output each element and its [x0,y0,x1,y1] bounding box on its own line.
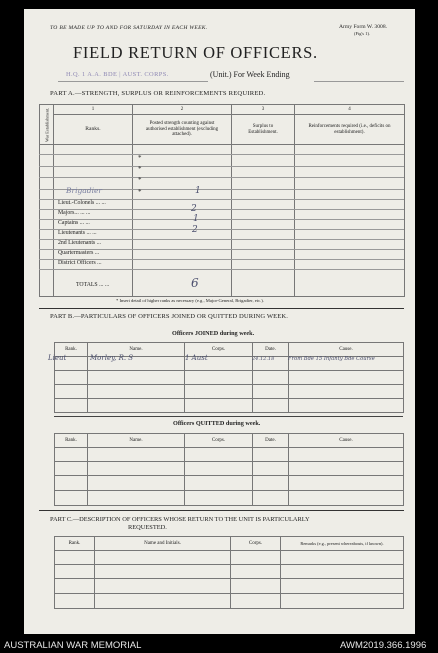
posted-col [133,145,232,297]
part-a-divider [39,308,404,309]
col-num-4: 4 [295,105,405,115]
unit-stamp: H.Q. 1 A.A. BDE | AUST. CORPS. [66,71,169,78]
joined-name-entry: Morley, R. S [90,354,134,362]
joined-row [55,371,404,385]
part-c-rank-header: Rank. [55,537,95,551]
joined-rank-entry: Lieut [48,354,67,362]
col-num-2: 2 [133,105,232,115]
footer-left: AUSTRALIAN WAR MEMORIAL [4,640,142,651]
quitted-name-header: Name. [88,434,185,448]
week-line [314,81,404,82]
joined-corps-entry: 1 Aust [185,354,208,362]
joined-rank-header: Rank. [55,343,88,357]
footer-right: AWM2019.366.1996 [340,640,427,651]
part-c-title-line2: REQUESTED. [128,524,167,531]
quitted-row [55,448,404,462]
reinforcements-col [295,145,405,297]
quitted-corps-header: Corps. [185,434,253,448]
form-title: FIELD RETURN OF OFFICERS. [73,43,318,62]
quitted-table [54,433,404,506]
rank-label-captains: Captains ... ... [58,220,90,226]
rank-label-lieutenants: Lieutenants ... ... [58,230,97,236]
posted-captains: 1 [193,214,199,224]
part-c-corps-header: Corps. [231,537,281,551]
posted-totals: 6 [191,276,199,290]
rank-label-quartermasters: Quartermasters ... [58,250,100,256]
surplus-col [232,145,295,297]
part-c-title-line1: PART C.—DESCRIPTION OF OFFICERS WHOSE RETURN TO THE UNIT IS PARTICULARLY [50,516,310,523]
posted-strength-header: Posted strength counting against authorised establishment (excluding attached). [133,115,232,145]
reinforcements-header: Reinforcements required (i.e., deficits on establishment). [295,115,405,145]
joined-corps-header: Corps. [185,343,253,357]
quitted-row [55,462,404,476]
star-marker: * [138,154,142,162]
part-c-remarks-header: Remarks (e.g., present whereabouts, if known). [281,537,404,551]
star-marker: * [138,176,142,184]
joined-date-entry: 24.12.18 [252,356,275,362]
joined-cause-entry: From Bde 15 Infanty Bde Course [288,356,375,362]
part-b-title: PART B.—PARTICULARS OF OFFICERS JOINED OR QUITTED DURING WEEK. [50,313,289,320]
col-num-3: 3 [232,105,295,115]
part-c-name-header: Name and Initials. [95,537,231,551]
quitted-row [55,476,404,491]
rank-label-district-officers: District Officers ... [58,260,102,266]
joined-title: Officers JOINED during week. [172,330,255,337]
part-a-title: PART A.—STRENGTH, SURPLUS OR REINFORCEMENTS REQUIRED. [50,90,266,97]
form-sheet [24,9,415,634]
part-c-row [55,579,404,594]
star-marker: * [138,188,142,196]
part-b-mid-divider [54,416,403,417]
quitted-title: Officers QUITTED during week. [173,420,261,427]
form-number: Army Form W. 3008. [339,24,388,30]
rank-label-lieut-colonels: Lieut.-Colonels ... ... [58,200,106,206]
unit-label: (Unit.) For Week Ending [210,70,290,79]
quitted-date-header: Date. [253,434,289,448]
quitted-row [55,491,404,506]
rank-label-2nd-lieutenants: 2nd Lieutenants ... [58,240,101,246]
war-establishment-header: War Establishment. [40,105,54,145]
quitted-rank-header: Rank. [55,434,88,448]
unit-line [58,81,208,82]
part-c-row [55,551,404,565]
col-num-1: 1 [54,105,133,115]
posted-lieutenants: 2 [192,225,198,235]
posted-majors: 2 [191,204,197,214]
surplus-header: Surplus to Establishment. [232,115,295,145]
part-a-footnote: * Insert detail of higher ranks as necessary (e.g., Major-General, Brigadier, etc.). [116,298,264,303]
joined-row [55,385,404,399]
instruction-text: TO BE MADE UP TO AND FOR SATURDAY IN EACH WEEK. [50,25,208,31]
rank-label-majors: Majors... ... ... [58,210,91,216]
part-c-row [55,594,404,609]
rank-brigadier-handwritten: Brigadier [66,186,102,195]
form-sub: (Fig's 1). [354,31,371,36]
posted-brigadier: 1 [195,186,201,196]
part-c-table [54,536,404,609]
part-c-row [55,565,404,579]
quitted-cause-header: Cause. [289,434,404,448]
war-est-col [40,145,54,297]
joined-name-header: Name. [88,343,185,357]
joined-cause-header: Cause. [289,343,404,357]
part-b-divider [39,510,404,511]
ranks-header: Ranks. [54,115,133,145]
joined-date-header: Date. [253,343,289,357]
joined-row [55,399,404,413]
joined-table [54,342,404,413]
star-marker: * [138,165,142,173]
totals-label: TOTALS ... ... [76,282,110,288]
